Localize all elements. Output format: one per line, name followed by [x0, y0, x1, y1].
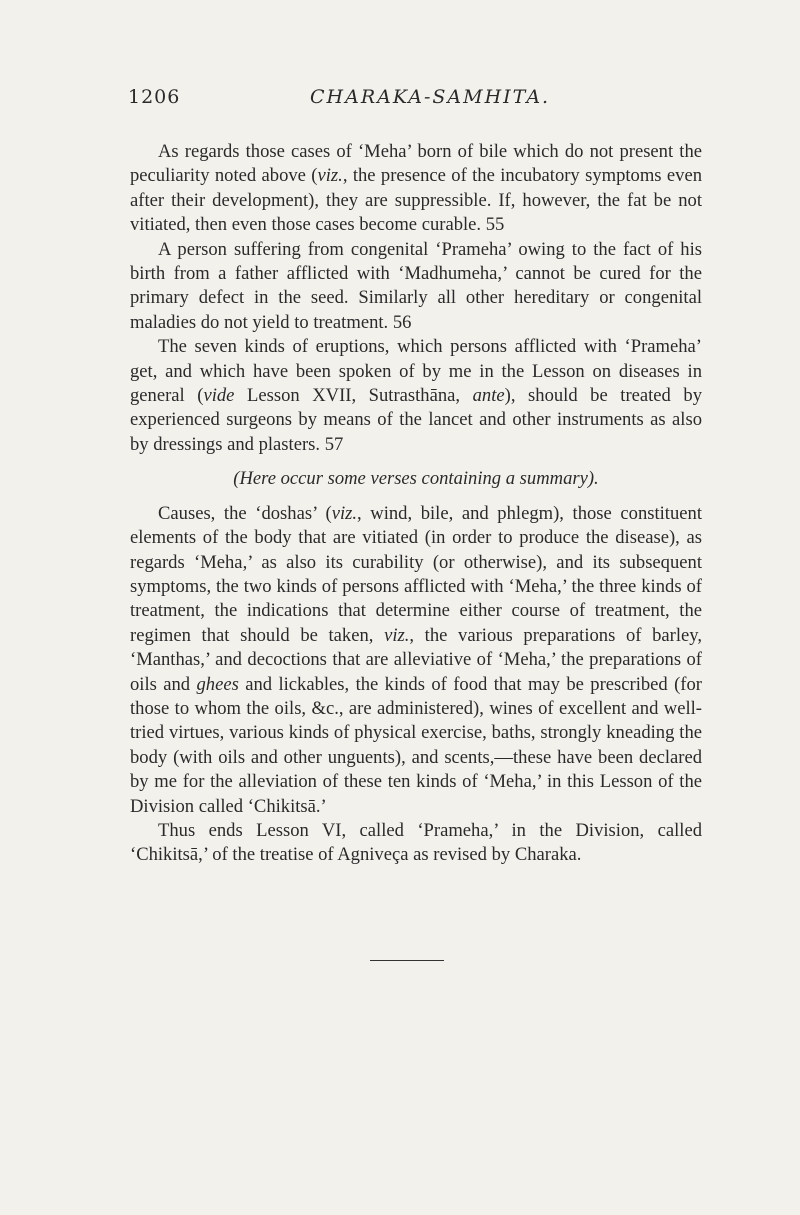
paragraph	[130, 502, 702, 819]
text-run: and lickables, the kinds of food that may be prescribed (for those to whom the oils, &c., are administered), wines of excellent and well-tried virtues, various kinds of physical exercise, baths, strongly kneading the body (with oils and other unguents), and scents,—these have been declared by me for the alleviation of these ten kinds of ‘Meha,’ in this Lesson of the Division called ‘Chikitsā.’	[130, 673, 702, 817]
paragraph	[130, 238, 702, 336]
text-run: The seven kinds of eruptions, which persons afflicted with ‘Prameha’ get, and which have been spoken of by me in the Lesson on diseases in general (	[130, 336, 702, 407]
text-run: Thus ends Lesson VI, called ‘Prameha,’ in the Division, called ‘Chikitsā,’ of the treatise of Agniveça as revised by Charaka.	[130, 819, 702, 866]
text-run: , wind, bile, and phlegm), those constituent elements of the body that are vitiated (in order to produce the disease), as regards ‘Meha,’ as also its curability (or otherwise), and its subsequent symptoms, the two kinds of persons afflicted with ‘Meha,’ the three kinds of treatment, the indications that determine either course of treatment, the regimen that should be taken,	[130, 502, 702, 646]
italic-text: ante	[472, 385, 505, 407]
text-run: As regards those cases of ‘Meha’ born of bile which do not present the peculiarity noted above	[130, 141, 702, 187]
text-run: ), should be treated by experienced surgeons by means of the lancet and other instruments as also by dressings and plasters. 57	[130, 385, 703, 455]
italic-text: viz.	[384, 624, 410, 646]
italic-text: vide	[203, 385, 235, 407]
paragraph	[130, 819, 702, 868]
end-rule	[370, 960, 444, 961]
italic-text: ghees	[196, 673, 239, 695]
paragraph	[130, 335, 702, 457]
running-head	[128, 86, 708, 116]
paragraph	[130, 140, 702, 238]
page-number: 1206	[128, 86, 181, 108]
book-title: CHARAKA-SAMHITA.	[310, 86, 551, 108]
text-run: A person suffering from congenital ‘Prameha’ owing to the fact of his birth from a father afflicted with ‘Madhumeha,’ cannot be cured for the primary defect in the seed. Similarly all other hereditary or congenital maladies do not yield to treatment. 56	[130, 238, 702, 333]
summary-heading: (Here occur some verses containing a summary).	[233, 468, 599, 490]
main-paragraphs	[130, 140, 702, 457]
text-run: , the presence of the incubatory symptoms even after their development), they are suppressible. If, however, the fat be not vitiated, then even those cases become curable. 55	[130, 165, 702, 236]
text-run: (	[311, 165, 318, 187]
text-run: Causes, the ‘doshas’ (	[158, 502, 332, 524]
body-text	[130, 140, 702, 868]
text-run: , the various preparations of barley, ‘Manthas,’ and decoctions that are alleviative of ‘Meha,’ the preparations of oils and	[130, 624, 702, 695]
italic-text: viz.	[317, 165, 343, 187]
italic-text: viz.	[331, 502, 357, 524]
text-run: Lesson XVII, Sutrasthāna,	[234, 385, 473, 407]
summary-paragraphs	[130, 502, 702, 868]
